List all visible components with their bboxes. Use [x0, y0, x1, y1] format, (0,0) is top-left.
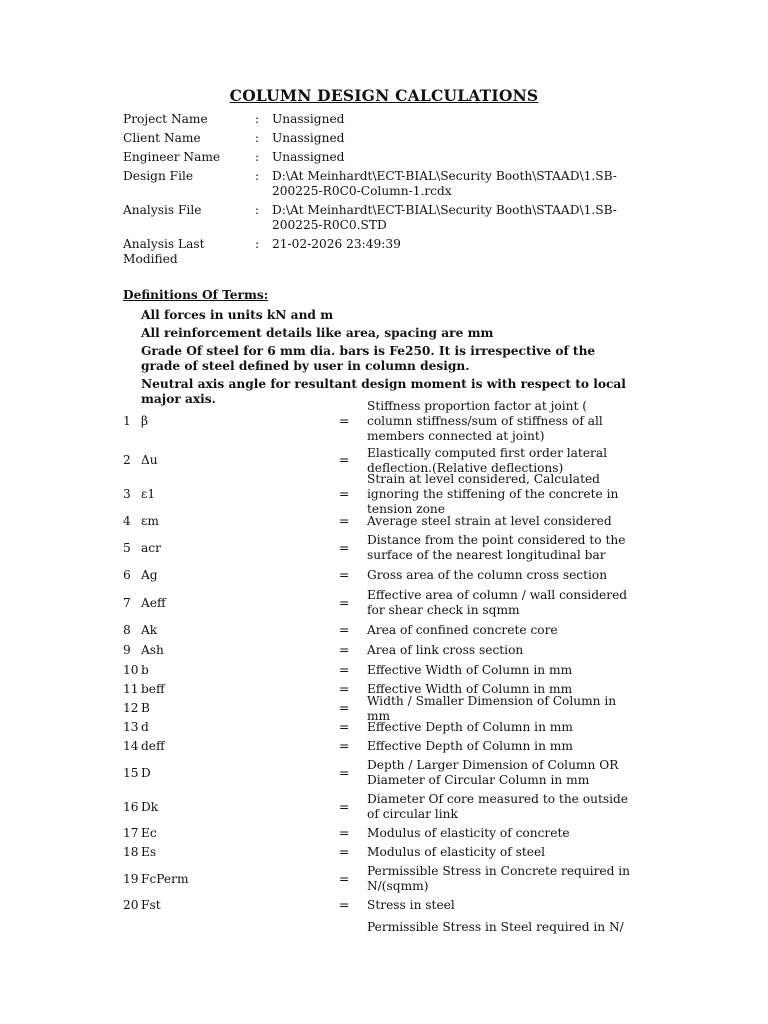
term-equals: = — [339, 701, 350, 715]
term-equals: = — [339, 453, 350, 467]
info-label: Analysis Last Modified — [123, 237, 205, 266]
term-number: 11 — [123, 682, 139, 696]
term-number: 5 — [123, 540, 131, 555]
info-colon: : — [255, 131, 260, 145]
term-definition: Average steel strain at level considered — [367, 513, 612, 528]
term-symbol: b — [141, 663, 149, 677]
term-number: 1 — [123, 413, 131, 428]
info-row-client-name — [123, 131, 643, 146]
term-equals: = — [339, 413, 350, 428]
info-value: Unassigned — [272, 150, 345, 164]
term-equals: = — [339, 826, 350, 840]
term-definition: Effective Depth of Column in mm — [367, 720, 573, 734]
term-number: 16 — [123, 799, 139, 814]
term-row — [123, 531, 643, 565]
term-number: 9 — [123, 643, 131, 657]
info-value: 21-02-2026 23:49:39 — [272, 237, 401, 251]
term-definition: Permissible Stress in Concrete required in N/(sqmm) — [367, 864, 631, 893]
note-steel-grade: Grade Of steel for 6 mm dia. bars is Fe250. It is irrespective of the grade of steel defined by user in column design. — [141, 344, 596, 373]
info-row-analysis-last-modified — [123, 237, 643, 267]
info-value: Unassigned — [272, 131, 345, 145]
term-equals: = — [339, 871, 350, 886]
term-row — [123, 737, 643, 756]
term-row — [123, 661, 643, 680]
term-row — [123, 565, 643, 585]
info-row-analysis-file — [123, 203, 643, 233]
term-definition: Effective area of column / wall considered for shear check in sqmm — [367, 588, 628, 617]
term-equals: = — [339, 595, 350, 610]
info-colon: : — [255, 150, 260, 164]
term-number: 3 — [123, 486, 131, 501]
term-symbol: acr — [141, 540, 161, 555]
term-row — [123, 471, 643, 516]
info-label: Engineer Name — [123, 150, 221, 164]
term-number: 20 — [123, 898, 139, 912]
term-row — [123, 718, 643, 737]
term-equals: = — [339, 739, 350, 753]
page-title: COLUMN DESIGN CALCULATIONS — [229, 86, 539, 105]
info-label: Project Name — [123, 112, 208, 126]
term-number: 4 — [123, 513, 131, 528]
project-info — [123, 112, 643, 271]
term-definition: Area of confined concrete core — [367, 623, 558, 637]
info-colon: : — [255, 169, 260, 183]
info-value: D:\At Meinhardt\ECT-BIAL\Security Booth\STAAD\1.SB-200225-R0C0-Column-1.rcdx — [272, 169, 617, 198]
term-definition: Depth / Larger Dimension of Column OR Diameter of Circular Column in mm — [367, 758, 619, 787]
term-row — [123, 843, 643, 862]
term-number: 12 — [123, 701, 139, 715]
term-symbol: FcPerm — [141, 871, 189, 886]
term-equals: = — [339, 845, 350, 859]
term-symbol: εm — [141, 513, 159, 528]
term-number: 7 — [123, 595, 131, 610]
term-row — [123, 621, 643, 640]
term-symbol: B — [141, 701, 150, 715]
term-number: 14 — [123, 739, 139, 753]
term-equals: = — [339, 765, 350, 780]
term-symbol: Dk — [141, 799, 159, 814]
term-number: 2 — [123, 453, 131, 467]
term-definition: Distance from the point considered to the surface of the nearest longitudinal bar — [367, 533, 626, 562]
note-reinforcement: All reinforcement details like area, spacing are mm — [141, 326, 494, 340]
info-label: Analysis File — [123, 203, 202, 217]
info-colon: : — [255, 237, 260, 251]
info-value: D:\At Meinhardt\ECT-BIAL\Security Booth\STAAD\1.SB-200225-R0C0.STD — [272, 203, 617, 232]
term-equals: = — [339, 643, 350, 657]
note-neutral-axis: Neutral axis angle for resultant design moment is with respect to local major axis. — [141, 377, 626, 406]
trailing-definition: Permissible Stress in Steel required in N/ — [367, 920, 624, 934]
info-row-design-file — [123, 169, 643, 199]
term-number: 17 — [123, 826, 139, 840]
term-definition: Modulus of elasticity of concrete — [367, 826, 570, 840]
term-equals: = — [339, 663, 350, 677]
term-definition: Strain at level considered, Calculated ignoring the stiffening of the concrete in tension zone — [367, 471, 619, 516]
term-symbol: deff — [141, 739, 165, 753]
definitions-heading: Definitions Of Terms: — [123, 288, 269, 302]
term-symbol: Fst — [141, 898, 161, 912]
term-equals: = — [339, 720, 350, 734]
term-equals: = — [339, 898, 350, 912]
term-symbol: Aeff — [141, 595, 166, 610]
term-definition: Elastically computed first order lateral deflection.(Relative deflections) — [367, 445, 608, 475]
term-row — [123, 756, 643, 790]
term-symbol: Ec — [141, 826, 157, 840]
term-definition: Modulus of elasticity of steel — [367, 845, 546, 859]
term-row — [123, 398, 643, 444]
term-symbol: d — [141, 720, 149, 734]
term-definition: Stiffness proportion factor at joint ( column stiffness/sum of stiffness of all members connected at joint) — [367, 398, 603, 443]
note-units: All forces in units kN and m — [141, 308, 334, 322]
term-symbol: Ash — [141, 643, 164, 657]
term-definition: Diameter Of core measured to the outside of circular link — [367, 792, 629, 821]
term-number: 10 — [123, 663, 139, 677]
info-label: Client Name — [123, 131, 201, 145]
term-symbol: Ag — [141, 567, 158, 582]
info-label: Design File — [123, 169, 194, 183]
term-row — [123, 640, 643, 661]
term-equals: = — [339, 623, 350, 637]
term-equals: = — [339, 682, 350, 696]
notes-list — [141, 308, 631, 410]
term-row — [123, 585, 643, 621]
term-number: 18 — [123, 845, 139, 859]
term-equals: = — [339, 567, 350, 582]
term-equals: = — [339, 513, 350, 528]
terms-list — [123, 398, 643, 915]
term-symbol: D — [141, 765, 151, 780]
term-row — [123, 693, 643, 723]
term-row — [123, 862, 643, 896]
term-equals: = — [339, 799, 350, 814]
term-symbol: Δu — [141, 453, 158, 467]
term-number: 19 — [123, 871, 139, 886]
term-symbol: β — [141, 413, 149, 428]
term-definition: Gross area of the column cross section — [367, 567, 608, 582]
term-equals: = — [339, 540, 350, 555]
term-number: 15 — [123, 765, 139, 780]
term-number: 6 — [123, 567, 131, 582]
info-colon: : — [255, 112, 260, 126]
term-definition: Effective Width of Column in mm — [367, 663, 573, 677]
term-symbol: Es — [141, 845, 157, 859]
info-row-engineer-name — [123, 150, 643, 165]
term-definition: Stress in steel — [367, 898, 455, 912]
term-row — [123, 896, 643, 915]
info-colon: : — [255, 203, 260, 217]
info-value: Unassigned — [272, 112, 345, 126]
term-symbol: beff — [141, 682, 165, 696]
term-definition: Area of link cross section — [367, 643, 524, 657]
term-symbol: Ak — [141, 623, 158, 637]
term-definition: Effective Width of Column in mm — [367, 682, 573, 696]
term-symbol: ε1 — [141, 486, 156, 501]
term-number: 13 — [123, 720, 139, 734]
term-definition: Effective Depth of Column in mm — [367, 739, 573, 753]
term-row — [123, 790, 643, 824]
info-row-project-name — [123, 112, 643, 127]
term-row — [123, 511, 643, 531]
term-number: 8 — [123, 623, 131, 637]
term-row — [123, 824, 643, 843]
term-equals: = — [339, 486, 350, 501]
term-definition: Width / Smaller Dimension of Column in mm — [367, 693, 617, 723]
